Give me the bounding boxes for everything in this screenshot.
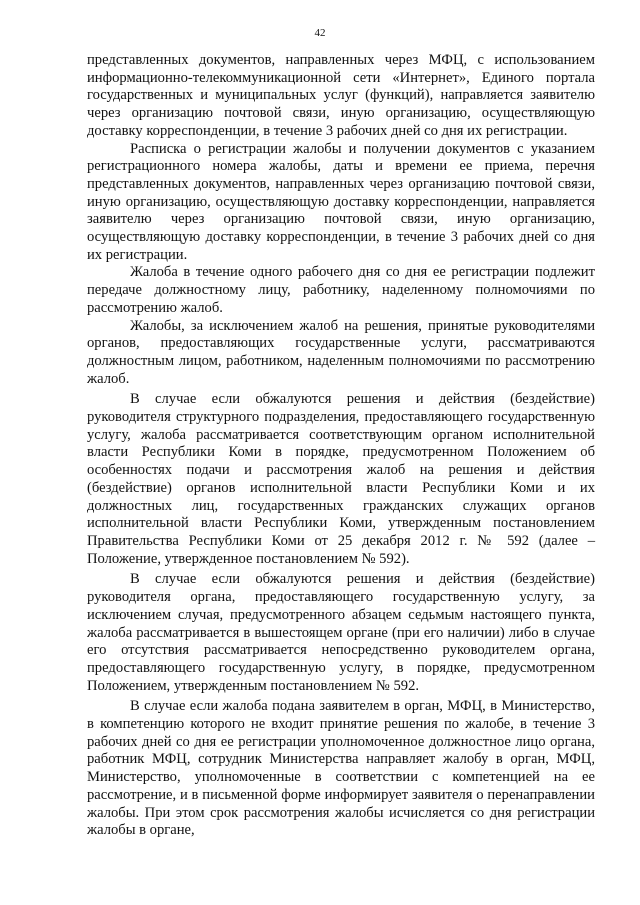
paragraph-4: Жалобы, за исключением жалоб на решения, принятые руководителями органов, предоставляющих государственные услуги, рассматриваются должностным лицом, работником, наделенным полномочиями по рассмотрению жалоб.: [87, 317, 595, 387]
page-number: 42: [314, 27, 326, 39]
paragraph-1: представленных документов, направленных через МФЦ, с использованием информационно-телекоммуникационной сети «Интернет», Единого портала государственных и муниципальных услуг (функций), направляется заявителю через организацию почтовой связи, иную организацию, осуществляющую доставку корреспонденции, в течение 3 рабочих дней со дня их регистрации.: [87, 52, 595, 139]
paragraph-3: Жалоба в течение одного рабочего дня со дня ее регистрации подлежит передаче должностному лицу, работнику, наделенному полномочиями по рассмотрению жалоб.: [87, 264, 595, 316]
paragraph-7: В случае если жалоба подана заявителем в орган, МФЦ, в Министерство, в компетенцию которого не входит принятие решения по жалобе, в течение 3 рабочих дней со дня ее регистрации уполномоченное должностное лицо органа, работник МФЦ, сотрудник Министерства направляет жалобу в орган, МФЦ, Министерство, уполномоченные в соответствии с компетенцией на ее рассмотрение, и в письменной форме информирует заявителя о перенаправлении жалобы. При этом срок рассмотрения жалобы исчисляется со дня регистрации жалобы в органе,: [87, 698, 595, 839]
paragraph-2: Расписка о регистрации жалобы и получении документов с указанием регистрационного номера жалобы, даты и времени ее приема, перечня представленных документов, направленных через организацию почтовой связи, иную организацию, осуществляющую доставку корреспонденции, направляется заявителю через организацию почтовой связи, иную организацию, осуществляющую доставку корреспонденции, в течение 3 рабочих дней со дня их регистрации.: [87, 140, 595, 263]
paragraph-5: В случае если обжалуются решения и действия (бездействие) руководителя структурного подразделения, предоставляющего государственную услугу, жалоба рассматривается соответствующим органом исполнительной власти Республики Коми в порядке, предусмотренном Положением об особенностях подачи и рассмотрения жалоб на решения и действия (бездействие) органов исполнительной власти Республики Коми и их должностных лиц, государственных гражданских служащих органов исполнительной власти Республики Коми, утвержденным постановлением Правительства Республики Коми от 25 декабря 2012 г. № 592 (далее – Положение, утвержденное постановлением № 592).: [87, 391, 595, 567]
document-body: [87, 52, 595, 840]
paragraph-6: В случае если обжалуются решения и действия (бездействие) руководителя органа, предоставляющего государственную услугу, за исключением случая, предусмотренного абзацем седьмым настоящего пункта, жалоба рассматривается в вышестоящем органе (при его наличии) либо в случае его отсутствия рассматривается непосредственно руководителем органа, предоставляющего государственную услугу, в порядке, предусмотренном Положением, утвержденным постановлением № 592.: [87, 571, 595, 694]
